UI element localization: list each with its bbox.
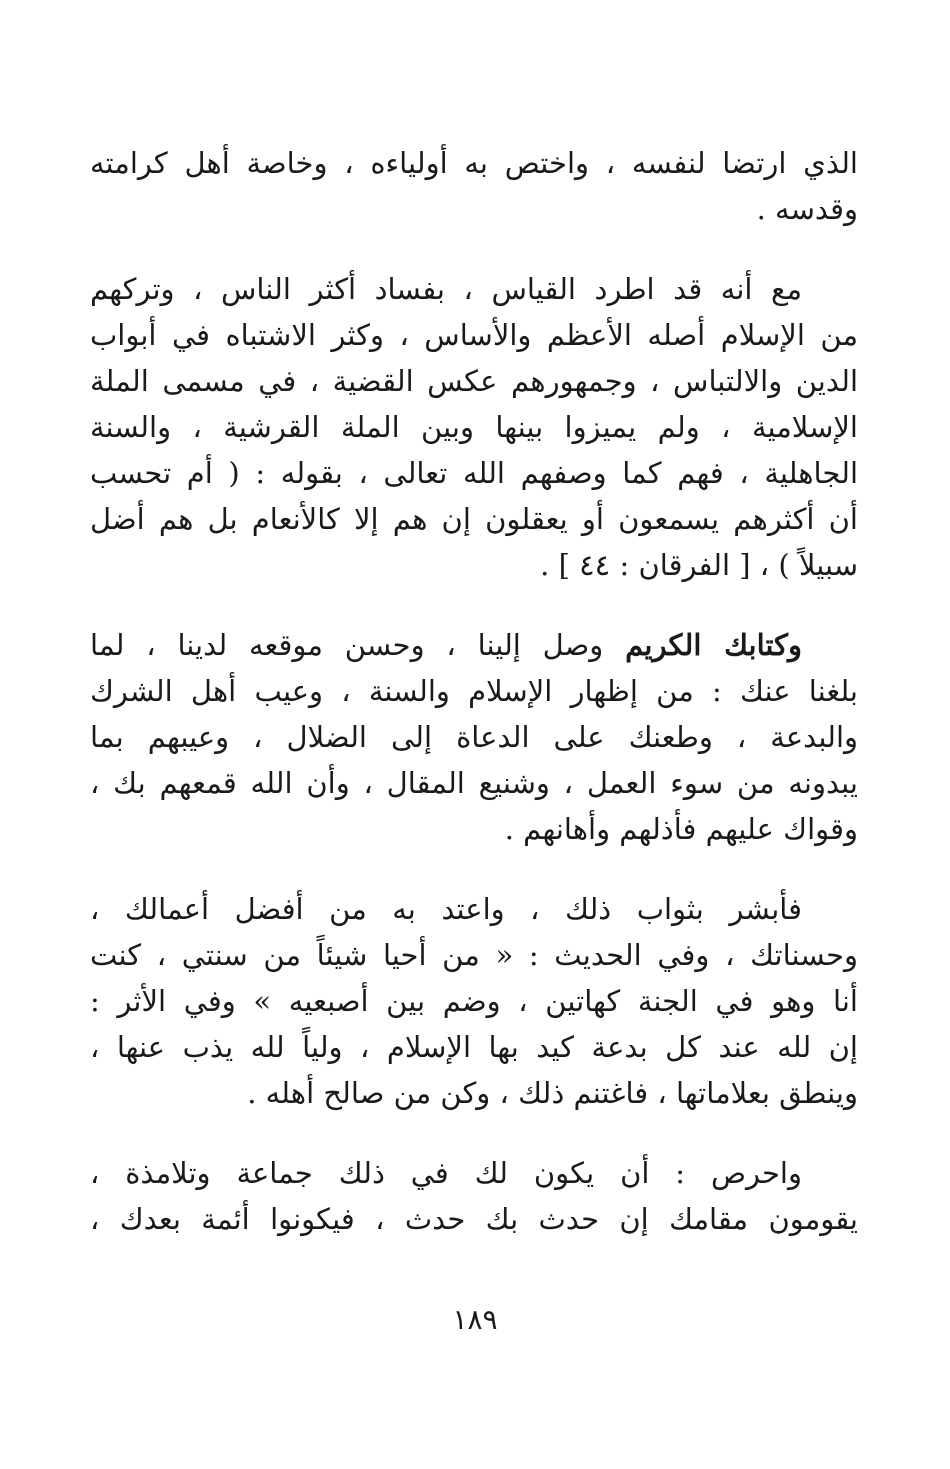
text-line: وقدسه .: [756, 192, 858, 226]
text-line: وحسناتك ، وفي الحديث : « من أحيا شيئاً من سنتي ، كنت: [90, 938, 858, 972]
text-line: الإسلامية ، ولم يميزوا بينها وبين الملة القرشية ، والسنة: [90, 410, 858, 444]
paragraph-1: [90, 140, 858, 232]
text-line: سبيلاً ) ، [ الفرقان : ٤٤ ] .: [540, 548, 858, 582]
text-line: الجاهلية ، فهم كما وصفهم الله تعالى ، بقوله : ( أم تحسب: [90, 456, 858, 490]
text-line: والبدعة ، وطعنك على الدعاة إلى الضلال ، وعيبهم بما: [90, 720, 858, 754]
paragraph-5: [90, 1150, 858, 1242]
paragraph-2: [90, 266, 858, 588]
paragraph-4: [90, 886, 858, 1116]
text-line: الذي ارتضا لنفسه ، واختص به أولياءه ، وخاصة أهل كرامته: [90, 146, 858, 180]
book-page-body: [90, 140, 858, 1276]
text-line-rest: وصل إلينا ، وحسن موقعه لدينا ، لما: [90, 628, 626, 662]
text-line: يبدونه من سوء العمل ، وشنيع المقال ، وأن الله قمعهم بك ،: [90, 766, 858, 800]
text-line: من الإسلام أصله الأعظم والأساس ، وكثر الاشتباه في أبواب: [90, 318, 858, 352]
text-line: أنا وهو في الجنة كهاتين ، وضم بين أصبعيه » وفي الأثر :: [90, 984, 858, 1018]
text-line: وينطق بعلاماتها ، فاغتنم ذلك ، وكن من صالح أهله .: [247, 1076, 858, 1110]
paragraph-3: [90, 622, 858, 852]
text-line: مع أنه قد اطرد القياس ، بفساد أكثر الناس ، وتركهم: [90, 272, 802, 306]
text-line: إن لله عند كل بدعة كيد بها الإسلام ، ولياً لله يذب عنها ،: [90, 1030, 858, 1064]
text-line: [90, 622, 858, 668]
bold-lead-phrase: وكتابك الكريم: [625, 628, 802, 662]
text-line: وقواك عليهم فأذلهم وأهانهم .: [504, 812, 858, 846]
text-line: يقومون مقامك إن حدث بك حدث ، فيكونوا أئمة بعدك ،: [90, 1202, 858, 1236]
text-line: الدين والالتباس ، وجمهورهم عكس القضية ، في مسمى الملة: [90, 364, 858, 398]
text-line: أن أكثرهم يسمعون أو يعقلون إن هم إلا كالأنعام بل هم أضل: [90, 502, 858, 536]
page-number: ١٨٩: [452, 1303, 498, 1336]
text-line: فأبشر بثواب ذلك ، واعتد به من أفضل أعمالك ،: [90, 892, 802, 926]
text-line: واحرص : أن يكون لك في ذلك جماعة وتلامذة ،: [90, 1156, 802, 1190]
text-line: بلغنا عنك : من إظهار الإسلام والسنة ، وعيب أهل الشرك: [90, 674, 858, 708]
